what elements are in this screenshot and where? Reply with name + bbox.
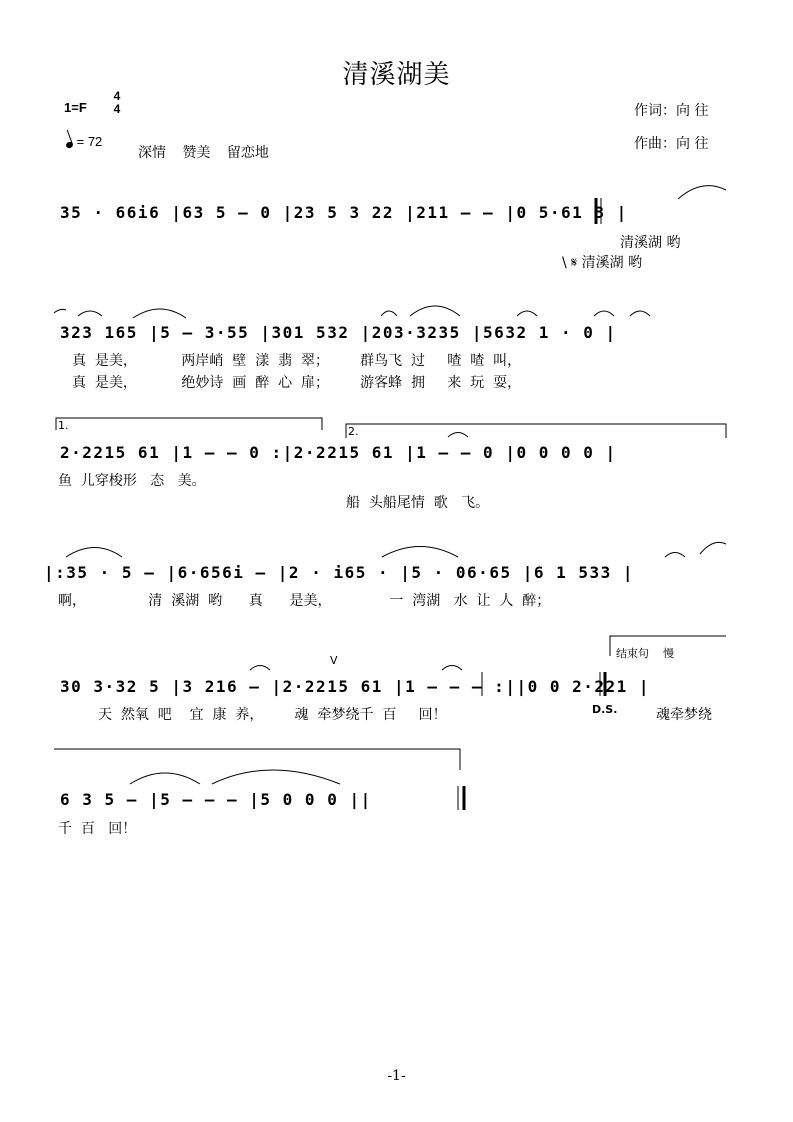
volta-2-bracket xyxy=(346,424,726,438)
lyric-row-6: 千 百 回！ xyxy=(58,821,137,837)
slur-7 xyxy=(594,311,614,316)
notation-row-2: 323 165 |5 — 3·55 |301 532 |203·3235 |5632 1 · 0 | xyxy=(60,323,617,342)
slur-15 xyxy=(442,666,462,671)
slur-12 xyxy=(665,553,685,558)
slur-11 xyxy=(382,547,458,558)
lyric-row-5: 天 然氧 吧 宜 康 养， 魂 牵梦绕千 百 回！ xyxy=(98,707,447,723)
slur-13 xyxy=(700,542,726,554)
slur-16 xyxy=(130,773,200,784)
slur-2 xyxy=(78,311,102,316)
time-signature-top: 4 xyxy=(113,89,121,103)
notation-row-5: 30 3·32 5 |3 216 — |2·2215 61 |1 — — — :||0 0 2·221 | xyxy=(60,677,651,696)
lyric-row-3b: 船 头船尾情 歌 飞。 xyxy=(346,495,490,511)
lyric-row-2a: 真 是美， 两岸峭 壁 漾 翡 翠； 群鸟飞 过 喳 喳 叫， xyxy=(72,353,522,369)
key-signature: 1=F xyxy=(64,100,87,115)
ds-marking: D.S. xyxy=(592,703,618,716)
lyric-row-3a: 鱼 儿穿梭形 态 美。 xyxy=(58,473,206,489)
slur-14 xyxy=(250,666,270,671)
notation-row-3: 2·2215 61 |1 — — 0 :|2·2215 61 |1 — — 0 |0 0 0 0 | xyxy=(60,443,617,462)
slur-17 xyxy=(212,770,340,784)
coda-bracket xyxy=(54,749,460,770)
slur-1 xyxy=(678,186,726,199)
slur-6 xyxy=(517,311,537,316)
coda-label-bracket xyxy=(610,636,726,656)
slur-9 xyxy=(448,433,468,438)
slur-5 xyxy=(410,306,460,316)
composer-credit: 作曲：向 往 xyxy=(634,136,709,152)
volta-1-label: 1. xyxy=(58,419,69,432)
notation-row-1: 35 · 66i6 |63 5 — 0 |23 5 3 22 |211 — — |0 5·61 3 | xyxy=(60,203,628,222)
lyricist-credit: 作词：向 往 xyxy=(634,103,709,119)
breath-mark: V xyxy=(330,654,338,667)
notation-row-6: 6 3 5 — |5 — — — |5 0 0 0 || xyxy=(60,790,372,809)
slur-3 xyxy=(133,309,186,318)
tie-mark xyxy=(54,309,66,313)
slur-10 xyxy=(66,548,122,558)
lyric-row-4: 啊， 清 溪湖 哟 真 是美， 一 湾湖 水 让 人 醉； xyxy=(58,593,551,609)
lyric-row-1a: 清溪湖 哟 xyxy=(620,235,681,251)
tempo-value: = 72 xyxy=(76,134,103,149)
time-signature-bottom: 4 xyxy=(113,102,121,116)
notation-row-4: |:35 · 5 — |6·656i — |2 · i65 · |5 · 06·65 |6 1 533 | xyxy=(44,563,635,582)
slur-8 xyxy=(630,311,650,316)
ds-lyric: 魂牵梦绕 xyxy=(656,707,712,723)
page-number: -1- xyxy=(387,1068,406,1084)
volta-1-bracket xyxy=(56,418,322,430)
volta-2-label: 2. xyxy=(348,425,359,438)
coda-label: 结束句 慢 xyxy=(616,647,674,660)
expression-marking: 深情 赞美 留恋地 xyxy=(138,145,269,161)
lyric-row-2b: 真 是美， 绝妙诗 画 醉 心 扉； 游客蜂 拥 来 玩 耍， xyxy=(72,375,522,391)
slur-4 xyxy=(381,311,397,316)
song-title: 清溪湖美 xyxy=(342,60,451,90)
lyric-row-1b: \ 𝄋 清溪湖 哟 xyxy=(562,255,643,271)
